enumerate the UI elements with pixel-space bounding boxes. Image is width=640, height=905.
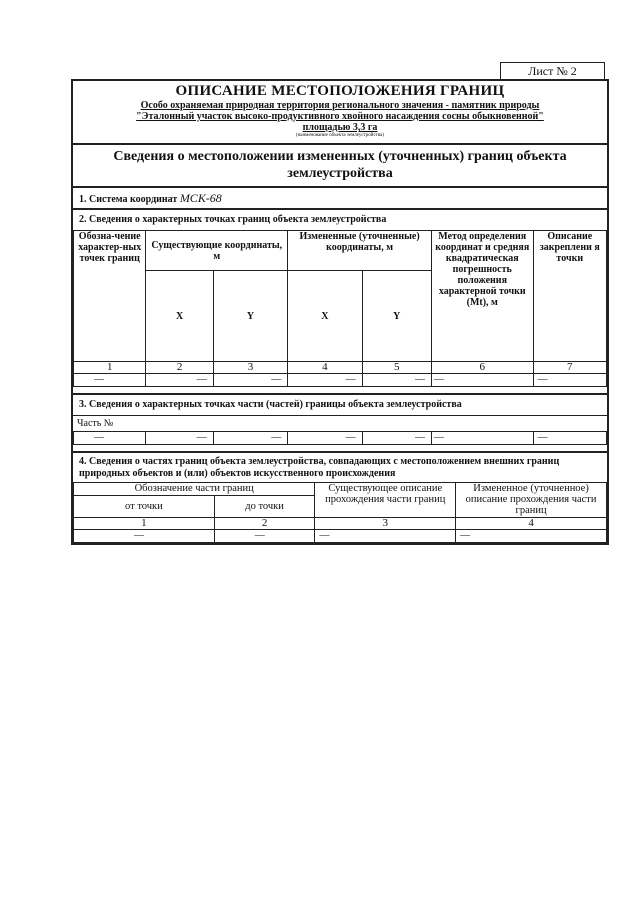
col-to: до точки bbox=[214, 496, 315, 518]
object-line-1: Особо охраняемая природная территория регионального значения - памятник природы bbox=[140, 100, 540, 111]
col-changed-y: Y bbox=[362, 271, 431, 362]
page-title: ОПИСАНИЕ МЕСТОПОЛОЖЕНИЯ ГРАНИЦ bbox=[175, 83, 505, 99]
col-num-5: 5 bbox=[362, 362, 431, 374]
cell-dash: — bbox=[74, 530, 215, 543]
col-num-7: 7 bbox=[533, 362, 606, 374]
col-changed-x: X bbox=[288, 271, 362, 362]
s2-title: 2. Сведения о характерных точках границ объекта землеустройства bbox=[73, 208, 607, 230]
cell-dash: — bbox=[213, 374, 287, 387]
table-row bbox=[74, 374, 607, 387]
col-designation: Обозначение части границ bbox=[74, 483, 315, 496]
table-row bbox=[74, 432, 607, 445]
cell-dash: — bbox=[456, 530, 607, 543]
col-method: Метод определения координат и средняя квадратическая погрешность положения характерной точки (Mt), м bbox=[431, 231, 533, 362]
form-frame bbox=[71, 79, 609, 545]
col-desc: Описание закреплени я точки bbox=[533, 231, 606, 362]
part-number: Часть № bbox=[73, 415, 607, 431]
cell-dash: — bbox=[533, 374, 606, 387]
coordinate-system bbox=[73, 186, 607, 208]
coordinate-system-value: МСК-68 bbox=[179, 191, 222, 205]
object-caption: (наименование объекта землеустройства) bbox=[295, 133, 385, 138]
col-changed: Измененные (уточненные) координаты, м bbox=[288, 231, 432, 271]
col-num-4: 4 bbox=[288, 362, 362, 374]
cell-dash: — bbox=[315, 530, 456, 543]
s3-title: 3. Сведения о характерных точках части (частей) границы объекта землеустройства bbox=[73, 393, 607, 415]
boundary-parts-table bbox=[73, 482, 607, 543]
col-existing-x: X bbox=[146, 271, 213, 362]
col-num-4: 4 bbox=[456, 518, 607, 530]
col-num-1: 1 bbox=[74, 518, 215, 530]
col-num-2: 2 bbox=[214, 518, 315, 530]
cell-dash: — bbox=[74, 432, 146, 445]
s4-title: 4. Сведения о частях границ объекта землеустройства, совпадающих с местоположением внешних границ природных объектов и (или) объектов искусственного происхождения bbox=[73, 451, 607, 482]
cell-dash: — bbox=[288, 374, 362, 387]
col-num-6: 6 bbox=[431, 362, 533, 374]
cell-dash: — bbox=[74, 374, 146, 387]
cell-dash: — bbox=[288, 432, 362, 445]
col-num-3: 3 bbox=[315, 518, 456, 530]
col-num-3: 3 bbox=[213, 362, 287, 374]
cell-dash: — bbox=[146, 374, 213, 387]
object-area: площадью 3,3 га bbox=[302, 122, 378, 133]
cell-dash: — bbox=[214, 530, 315, 543]
col-num-2: 2 bbox=[146, 362, 213, 374]
part-points-table bbox=[73, 431, 607, 445]
object-line-2: "Эталонный участок высоко-продуктивного хвойного насаждения сосны обыкновенной" bbox=[136, 111, 544, 122]
table-row bbox=[74, 530, 607, 543]
sheet-number: Лист № 2 bbox=[500, 62, 605, 81]
cell-dash: — bbox=[533, 432, 606, 445]
col-changed-desc: Измененное (уточненное) описание прохождения части границ bbox=[456, 483, 607, 518]
cell-dash: — bbox=[213, 432, 287, 445]
col-point: Обозна-чение характер-ных точек границ bbox=[74, 231, 146, 362]
points-table bbox=[73, 230, 607, 387]
title-block bbox=[73, 79, 607, 143]
cell-dash: — bbox=[431, 432, 533, 445]
section-title: Сведения о местоположении измененных (уточненных) границ объекта землеустройства bbox=[73, 143, 607, 186]
col-existing-y: Y bbox=[213, 271, 287, 362]
coordinate-system-label: 1. Система координат bbox=[79, 194, 178, 205]
cell-dash: — bbox=[146, 432, 213, 445]
cell-dash: — bbox=[362, 432, 431, 445]
col-num-1: 1 bbox=[74, 362, 146, 374]
bottom-rule bbox=[73, 543, 607, 545]
cell-dash: — bbox=[362, 374, 431, 387]
col-existing: Существующие координаты, м bbox=[146, 231, 288, 271]
col-from: от точки bbox=[74, 496, 215, 518]
cell-dash: — bbox=[431, 374, 533, 387]
col-existing-desc: Существующее описание прохождения части границ bbox=[315, 483, 456, 518]
